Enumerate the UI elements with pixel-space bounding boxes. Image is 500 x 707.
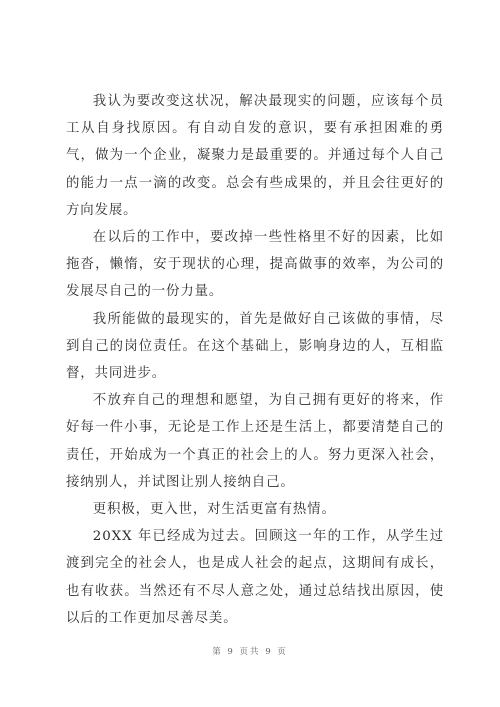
page-number-footer: 第 9 页共 9 页 <box>212 647 288 657</box>
paragraph-5: 更积极，更入世，对生活更富有热情。 <box>92 502 336 518</box>
paragraph-6: 20XX 年已经成为过去。回顾这一年的工作，从学生过渡到完全的社会人，也是成人社会的起点，这期间有成长，也有收获。当然还有不尽人意之处，通过总结找出原因，使以后的工作更加尽善尽美。 <box>66 529 444 626</box>
paragraph-4: 不放弃自己的理想和愿望，为自己拥有更好的将来，作好每一件小事，无论是工作上还是生活上，都要清楚自己的责任，开始成为一个真正的社会上的人。努力更深入社会，接纳别人，并试图让别人接纳自己。 <box>66 393 444 490</box>
paragraph-2: 在以后的工作中，要改掉一些性格里不好的因素，比如拖沓，懒惰，安于现状的心理，提高做事的效率，为公司的发展尽自己的一份力量。 <box>66 230 444 300</box>
paragraph-1: 我认为要改变这状况，解决最现实的问题，应该每个员工从自身找原因。有自动自发的意识，要有承担困难的勇气，做为一个企业，凝聚力是最重要的。并通过每个人自己的能力一点一滴的改变。总会有些成果的，并且会往更好的方向发展。 <box>66 94 444 218</box>
document-body <box>66 88 444 632</box>
paragraph-3: 我所能做的最现实的，首先是做好自己该做的事情，尽到自己的岗位责任。在这个基础上，影响身边的人，互相监督，共同进步。 <box>66 311 444 382</box>
